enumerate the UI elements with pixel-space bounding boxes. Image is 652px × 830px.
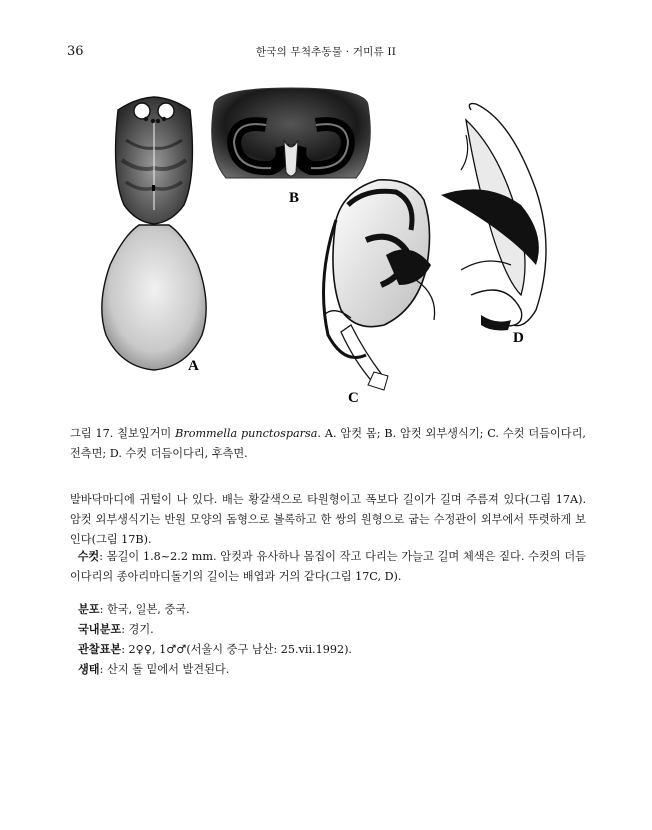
caption-prefix: 그림 17. 칠보잎거미 bbox=[70, 427, 176, 440]
figure-label-a: A bbox=[188, 358, 199, 374]
specimens-label: 관찰표본 bbox=[78, 642, 122, 656]
caption-species: Brommella punctosparsa bbox=[175, 427, 318, 440]
running-header: 한국의 무척추동물 · 거미류 II bbox=[255, 46, 397, 58]
korea-distribution-value: : 경기. bbox=[121, 623, 154, 636]
korea-distribution-line bbox=[78, 619, 154, 640]
distribution-label: 분포 bbox=[78, 602, 100, 616]
ecology-line bbox=[78, 659, 229, 680]
figure-label-b: B bbox=[289, 190, 300, 206]
female-body-drawing bbox=[102, 97, 206, 370]
page-number: 36 bbox=[67, 44, 84, 59]
korea-distribution-label: 국내분포 bbox=[78, 622, 122, 636]
ecology-value: : 산지 돌 밑에서 발견된다. bbox=[99, 663, 230, 676]
ecology-label: 생태 bbox=[78, 662, 100, 676]
male-label: 수컷 bbox=[77, 549, 100, 563]
body-paragraph-2 bbox=[70, 546, 586, 587]
caption-rest: . A. 암컷 몸; B. 암컷 외부생식기; C. 수컷 더듬이다리, 전측면; D. 수컷 더듬이다리, 후측면. bbox=[70, 427, 586, 460]
distribution-line bbox=[78, 599, 190, 620]
male-description: : 몸길이 1.8~2.2 mm. 암컷과 유사하나 몸집이 작고 다리는 가늘고 길며 체색은 짙다. 수컷의 더듬이다리의 종아리마디돌기의 길이는 배엽과 거의 같다(그림 17C, D). bbox=[70, 550, 586, 583]
epigynum-drawing bbox=[212, 88, 371, 178]
figure-caption bbox=[70, 424, 586, 464]
figure-label-d: D bbox=[513, 330, 524, 346]
male-palp-retrolateral-drawing bbox=[441, 104, 546, 331]
specimens-value: : 2♀♀, 1♂♂(서울시 중구 남산: 25.vii.1992). bbox=[121, 643, 352, 656]
figure-17 bbox=[66, 80, 586, 410]
distribution-value: : 한국, 일본, 중국. bbox=[99, 603, 190, 616]
specimens-line bbox=[78, 639, 352, 660]
body-paragraph-1: 발바닥마디에 귀털이 나 있다. 배는 황갈색으로 타원형이고 폭보다 길이가 길며 주름져 있다(그림 17A). 암컷 외부생식기는 반원 모양의 돔형으로 볼록하고 한 쌍의 원형으로 굽는 수정관이 외부에서 뚜렷하게 보인다(그림 17B). bbox=[70, 493, 586, 546]
figure-label-c: C bbox=[348, 390, 359, 406]
male-palp-prolateral-drawing bbox=[324, 180, 435, 390]
